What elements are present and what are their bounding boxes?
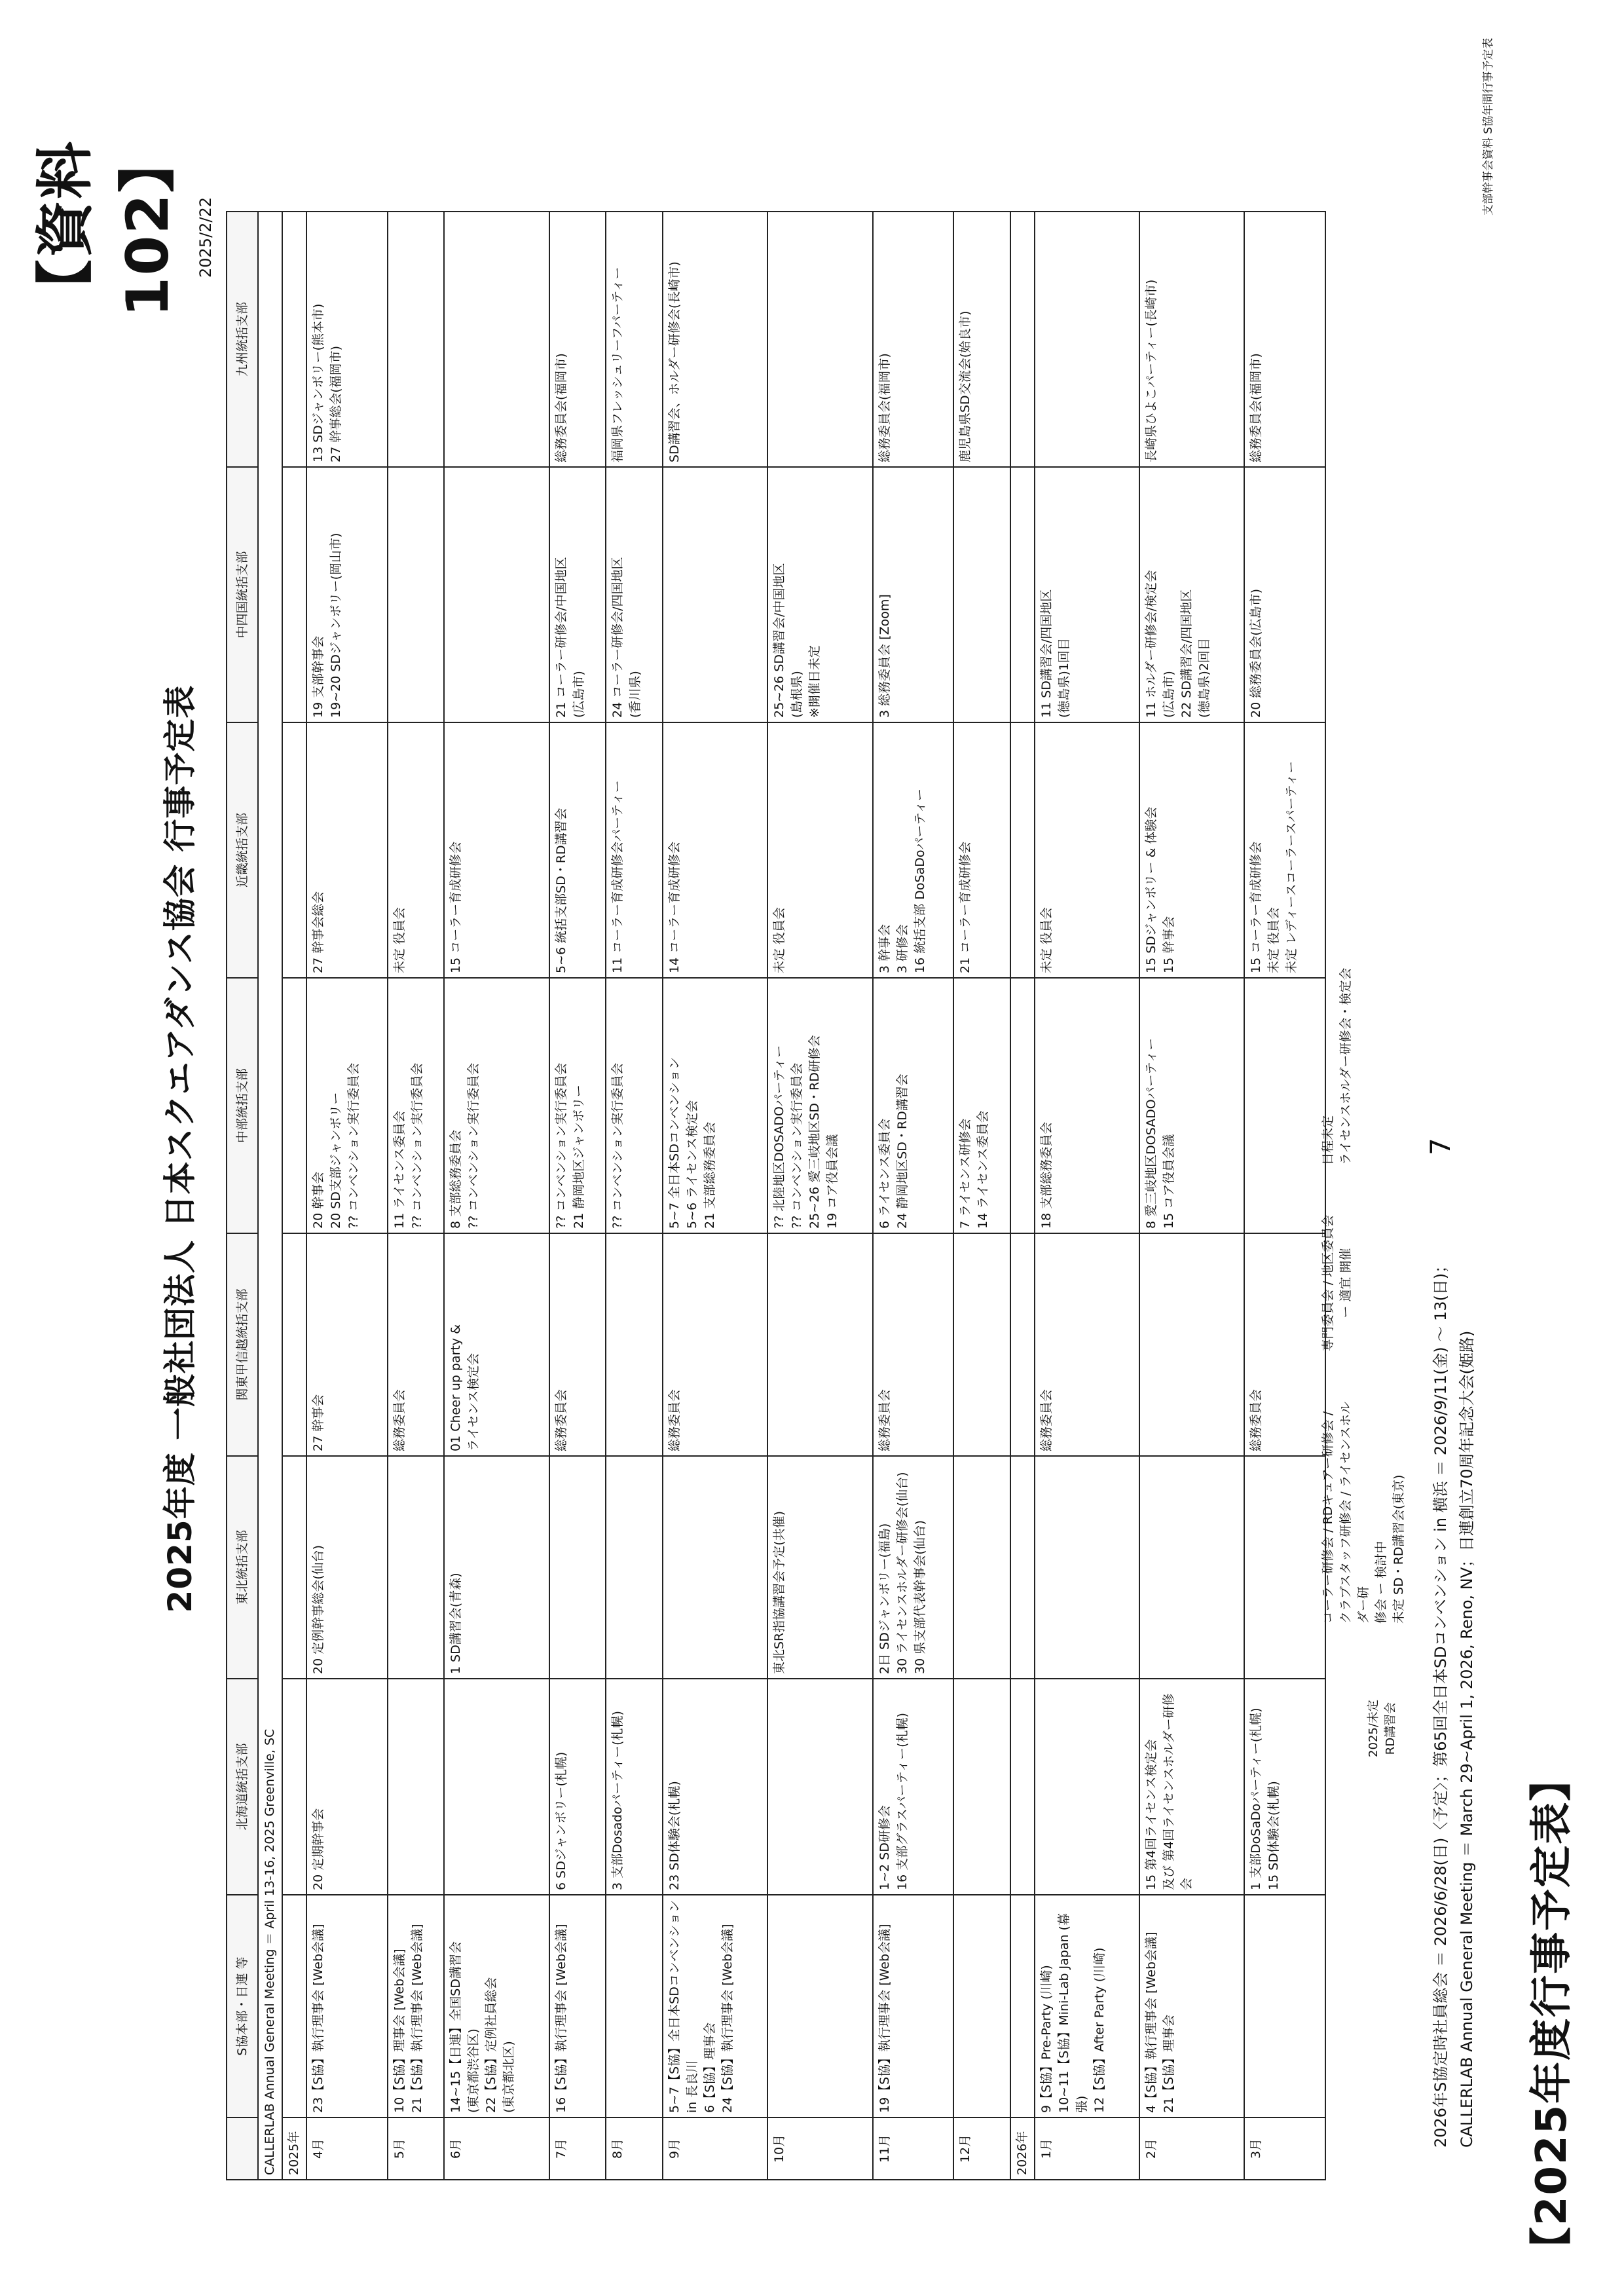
schedule-cell: 1~2 SD研修会 16 支部グラスパーティー(札幌): [873, 1679, 954, 1895]
header-col-1: S協本部・日連 等: [227, 1895, 258, 2118]
schedule-cell: 20 総務委員会(広島市): [1244, 467, 1325, 722]
schedule-cell: [1244, 1895, 1325, 2118]
year-spacer: [282, 467, 306, 722]
schedule-cell: 総務委員会: [873, 1233, 954, 1456]
callerlab-row: [258, 212, 282, 2180]
table-row: [767, 212, 872, 2180]
month-label: 5月: [388, 2118, 445, 2180]
month-label: 11月: [873, 2118, 954, 2180]
schedule-cell: 20 幹事会 20 SD支部ジャンボリー ?? コンベンション実行委員会: [306, 978, 388, 1233]
schedule-cell: [388, 1456, 445, 1679]
year-spacer: [282, 722, 306, 978]
table-row: [306, 212, 388, 2180]
schedule-cell: [767, 1233, 872, 1456]
month-label: 12月: [953, 2118, 1010, 2180]
schedule-cell: 13 SDジャンボリー(熊本市) 27 幹事総会(福岡市): [306, 212, 388, 467]
table-row: [1139, 212, 1244, 2180]
schedule-cell: [953, 1233, 1010, 1456]
schedule-cell: 東北SR指協講習会予定(共催): [767, 1456, 872, 1679]
year-label: 2025年: [282, 2118, 306, 2180]
schedule-cell: 5~7 全日本SDコンベンション 5~6 ライセンス検定会 21 支部総務委員会: [663, 978, 767, 1233]
schedule-cell: 15 第4回ライセンス検定会 及び 第4回ライセンスホルダー研修会: [1139, 1679, 1244, 1895]
header-col-7: 中四国統括支部: [227, 467, 258, 722]
schedule-cell: 21 コーラー育成研修会: [953, 722, 1010, 978]
table-row: [444, 212, 549, 2180]
year-spacer: [282, 1456, 306, 1679]
schedule-cell: 11 コーラー育成研修会パーティー: [606, 722, 663, 978]
schedule-cell: 1 支部DoSaDoパーティー(札幌) 15 SD体験会(札幌): [1244, 1679, 1325, 1895]
month-label: 10月: [767, 2118, 872, 2180]
schedule-cell: [606, 1456, 663, 1679]
schedule-cell: 8 支部総務委員会 ?? コンベンション実行委員会: [444, 978, 549, 1233]
schedule-cell: 15 コーラー育成研修会 未定 役員会 未定 レディースコーラースパーティー: [1244, 722, 1325, 978]
schedule-cell: 総務委員会: [1244, 1233, 1325, 1456]
schedule-cell: 15 コーラー育成研修会: [444, 722, 549, 978]
schedule-cell: 総務委員会(福岡市): [549, 212, 606, 467]
bottom-notes: [1428, 1258, 1480, 2148]
schedule-cell: [606, 1233, 663, 1456]
month-label: 9月: [663, 2118, 767, 2180]
schedule-cell: [767, 1895, 872, 2118]
header-month: [227, 2118, 258, 2180]
schedule-cell: 総務委員会(福岡市): [873, 212, 954, 467]
schedule-cell: 25~26 SD講習会/中国地区 (島根県) ※開催日未定: [767, 467, 872, 722]
note-line-2: CALLERLAB Annual General Meeting ＝ March 29~April 1, 2026, Reno, NV；日連創立70周年記念大会(姫路): [1458, 1330, 1476, 2148]
schedule-cell: 14 コーラー育成研修会: [663, 722, 767, 978]
schedule-cell: 20 定例幹事総会(仙台): [306, 1456, 388, 1679]
page-number: 7: [1424, 1138, 1456, 1155]
month-label: 4月: [306, 2118, 388, 2180]
schedule-cell: 総務委員会: [1035, 1233, 1139, 1456]
year-spacer: [1010, 1456, 1035, 1679]
kinki-footnote: 日程未定 ライセンスホルダー研修会・検定会: [1321, 967, 1353, 1165]
tohoku-footnote: 2025/未定 RD講習会: [1367, 1700, 1397, 1757]
table-row: [953, 212, 1010, 2180]
schedule-cell: 総務委員会: [388, 1233, 445, 1456]
schedule-cell: 6 ライセンス委員会 24 静岡地区SD・RD講習会: [873, 978, 954, 1233]
year-spacer: [1010, 1233, 1035, 1456]
year-spacer: [282, 1679, 306, 1895]
year-spacer: [1010, 467, 1035, 722]
schedule-cell: [663, 1456, 767, 1679]
schedule-cell: 27 幹事会総会: [306, 722, 388, 978]
year-label: 2026年: [1010, 2118, 1035, 2180]
schedule-cell: [1139, 1233, 1244, 1456]
year-spacer: [1010, 722, 1035, 978]
callerlab-note: CALLERLAB Annual General Meeting ＝ April 13-16, 2025 Greenville, SC: [258, 212, 282, 2180]
schedule-cell: 8 愛三岐地区DOSADOパーティー 15 コア役員会議: [1139, 978, 1244, 1233]
year-spacer: [282, 212, 306, 467]
schedule-cell: 福岡県フレッシュリーフパーティー: [606, 212, 663, 467]
schedule-cell: 未定 役員会: [1035, 722, 1139, 978]
schedule-cell: [1244, 1456, 1325, 1679]
table-row: [549, 212, 606, 2180]
schedule-tag: 【2025年度行事予定表】: [1528, 1757, 1576, 2269]
year-spacer: [1010, 1895, 1035, 2118]
schedule-cell: 5~7【S協】全日本SDコンベンション in 長良川 6【S協】理事会 24【S協】執行理事会 [Web会議]: [663, 1895, 767, 2118]
year-spacer: [282, 978, 306, 1233]
header-col-8: 九州統括支部: [227, 212, 258, 467]
year-row: [1010, 212, 1035, 2180]
schedule-cell: 9【S協】Pre-Party (川崎) 10~11【S協】Mini-Lab Japan (幕張) 12【S協】After Party (川崎): [1035, 1895, 1139, 2118]
schedule-cell: 11 SD講習会/四国地区 (徳島県)1回目: [1035, 467, 1139, 722]
schedule-table: [226, 211, 1326, 2180]
table-row: [663, 212, 767, 2180]
month-label: 6月: [444, 2118, 549, 2180]
schedule-cell: [444, 1679, 549, 1895]
schedule-cell: [953, 1895, 1010, 2118]
table-header-row: [227, 212, 258, 2180]
schedule-cell: [1035, 1456, 1139, 1679]
month-label: 3月: [1244, 2118, 1325, 2180]
table-row: [388, 212, 445, 2180]
header-col-5: 中部統括支部: [227, 978, 258, 1233]
header-col-2: 北海道統括支部: [227, 1679, 258, 1895]
header-col-4: 関東甲信越統括支部: [227, 1233, 258, 1456]
schedule-cell: [1035, 1679, 1139, 1895]
schedule-cell: 11 ホルダー研修会/検定会 (広島市) 22 SD講習会/四国地区 (徳島県)2回目: [1139, 467, 1244, 722]
schedule-cell: [388, 212, 445, 467]
schedule-cell: SD講習会、ホルダー研修会(長崎市): [663, 212, 767, 467]
schedule-cell: 総務委員会: [549, 1233, 606, 1456]
document-tag: 【資料102】: [31, 134, 181, 317]
schedule-cell: [1035, 212, 1139, 467]
schedule-cell: 24 コーラー研修会/四国地区 (香川県): [606, 467, 663, 722]
schedule-cell: ?? 北陸地区DOSADOパーティー ?? コンベンション実行委員会 25~26 愛三岐地区SD・RD研修会 19 コア役員会議: [767, 978, 872, 1233]
schedule-cell: 長崎県ひよこパーティー(長崎市): [1139, 212, 1244, 467]
note-line-1: 2026年S協定時社員総会 ＝ 2026/6/28(日)〈予定〉；第65回全日本SDコンベンション in 横浜 ＝ 2026/9/11(金) ～ 13(日)；: [1431, 1257, 1450, 2148]
table-body: [258, 212, 1325, 2180]
schedule-cell: 15 SDジャンボリー & 体験会 15 幹事会: [1139, 722, 1244, 978]
schedule-cell: 7 ライセンス研修会 14 ライセンス委員会: [953, 978, 1010, 1233]
schedule-cell: 総務委員会: [663, 1233, 767, 1456]
schedule-cell: ?? コンベンション実行委員会: [606, 978, 663, 1233]
schedule-cell: 23【S協】執行理事会 [Web会議]: [306, 1895, 388, 2118]
month-label: 1月: [1035, 2118, 1139, 2180]
schedule-cell: 総務委員会(福岡市): [1244, 212, 1325, 467]
header-col-6: 近畿統括支部: [227, 722, 258, 978]
year-spacer: [282, 1233, 306, 1456]
schedule-cell: 未定 役員会: [767, 722, 872, 978]
schedule-cell: 23 SD体験会(札幌): [663, 1679, 767, 1895]
schedule-cell: 11 ライセンス委員会 ?? コンベンション実行委員会: [388, 978, 445, 1233]
month-label: 8月: [606, 2118, 663, 2180]
schedule-cell: 3 幹事会 3 研修会 16 統括支部 DoSaDoパーティー: [873, 722, 954, 978]
schedule-cell: 18 支部総務委員会: [1035, 978, 1139, 1233]
schedule-cell: [549, 1456, 606, 1679]
schedule-cell: [663, 467, 767, 722]
year-row: [282, 212, 306, 2180]
document-date: 2025/2/22: [196, 196, 215, 278]
table-row: [873, 212, 954, 2180]
year-spacer: [1010, 978, 1035, 1233]
kanto-footnote: コーラー研修会 / RDキュアー研修会 / クラブスタッフ研修会 / ライセンスホルダー研 修会 ー 検討中 未定 SD・RD講習会(東京): [1321, 1401, 1406, 1624]
schedule-cell: [1139, 1456, 1244, 1679]
schedule-cell: [953, 1679, 1010, 1895]
chubu-footnote: 専門委員会 / 地区委員会 ー 適宜 開催: [1321, 1214, 1353, 1352]
schedule-cell: 4【S協】執行理事会 [Web会議] 21【S協】理事会: [1139, 1895, 1244, 2118]
schedule-cell: [1244, 978, 1325, 1233]
schedule-cell: ?? コンベンション実行委員会 21 静岡地区ジャンボリー: [549, 978, 606, 1233]
schedule-cell: 19 支部幹事会 19~20 SDジャンボリー(岡山市): [306, 467, 388, 722]
schedule-cell: 5~6 統括支部SD・RD講習会: [549, 722, 606, 978]
schedule-cell: 20 定期幹事会: [306, 1679, 388, 1895]
schedule-cell: 21 コーラー研修会/中国地区 (広島市): [549, 467, 606, 722]
schedule-cell: 未定 役員会: [388, 722, 445, 978]
year-spacer: [1010, 212, 1035, 467]
schedule-cell: 鹿児島県SD交流会(姶良市): [953, 212, 1010, 467]
side-note: 支部幹事会資料 S協年間行事予定表: [1482, 37, 1495, 215]
table-row: [1035, 212, 1139, 2180]
schedule-cell: [388, 1679, 445, 1895]
year-spacer: [282, 1895, 306, 2118]
schedule-cell: [953, 1456, 1010, 1679]
schedule-cell: 1 SD講習会(青森): [444, 1456, 549, 1679]
schedule-cell: [767, 212, 872, 467]
page-title: 2025年度 一般社団法人 日本スクエアダンス協会 行事予定表: [161, 684, 199, 1613]
schedule-cell: 3 支部Dosadoパーティー(札幌): [606, 1679, 663, 1895]
month-label: 2月: [1139, 2118, 1244, 2180]
table-row: [1244, 212, 1325, 2180]
schedule-cell: [444, 212, 549, 467]
schedule-cell: 6 SDジャンボリー(札幌): [549, 1679, 606, 1895]
schedule-cell: [388, 467, 445, 722]
schedule-cell: 19【S協】執行理事会 [Web会議]: [873, 1895, 954, 2118]
schedule-cell: 27 幹事会: [306, 1233, 388, 1456]
month-label: 7月: [549, 2118, 606, 2180]
schedule-cell: [606, 1895, 663, 2118]
schedule-cell: [767, 1679, 872, 1895]
schedule-cell: 01 Cheer up party & ライセンス検定会: [444, 1233, 549, 1456]
schedule-cell: 14~15【日連】全国SD講習会 (東京都渋谷区) 22【S協】定例社員総会 (東京都北区): [444, 1895, 549, 2118]
schedule-cell: [444, 467, 549, 722]
year-spacer: [1010, 1679, 1035, 1895]
header-col-3: 東北統括支部: [227, 1456, 258, 1679]
table-row: [606, 212, 663, 2180]
schedule-cell: 10【S協】理事会 [Web会議] 21【S協】執行理事会 [Web会議]: [388, 1895, 445, 2118]
schedule-cell: [953, 467, 1010, 722]
schedule-cell: 3 総務委員会 [Zoom]: [873, 467, 954, 722]
schedule-cell: 16【S協】執行理事会 [Web会議]: [549, 1895, 606, 2118]
schedule-cell: 2日 SDジャンボリー(福島) 30 ライセンスホルダー研修会(仙台) 30 県支部代表幹事会(仙台): [873, 1456, 954, 1679]
